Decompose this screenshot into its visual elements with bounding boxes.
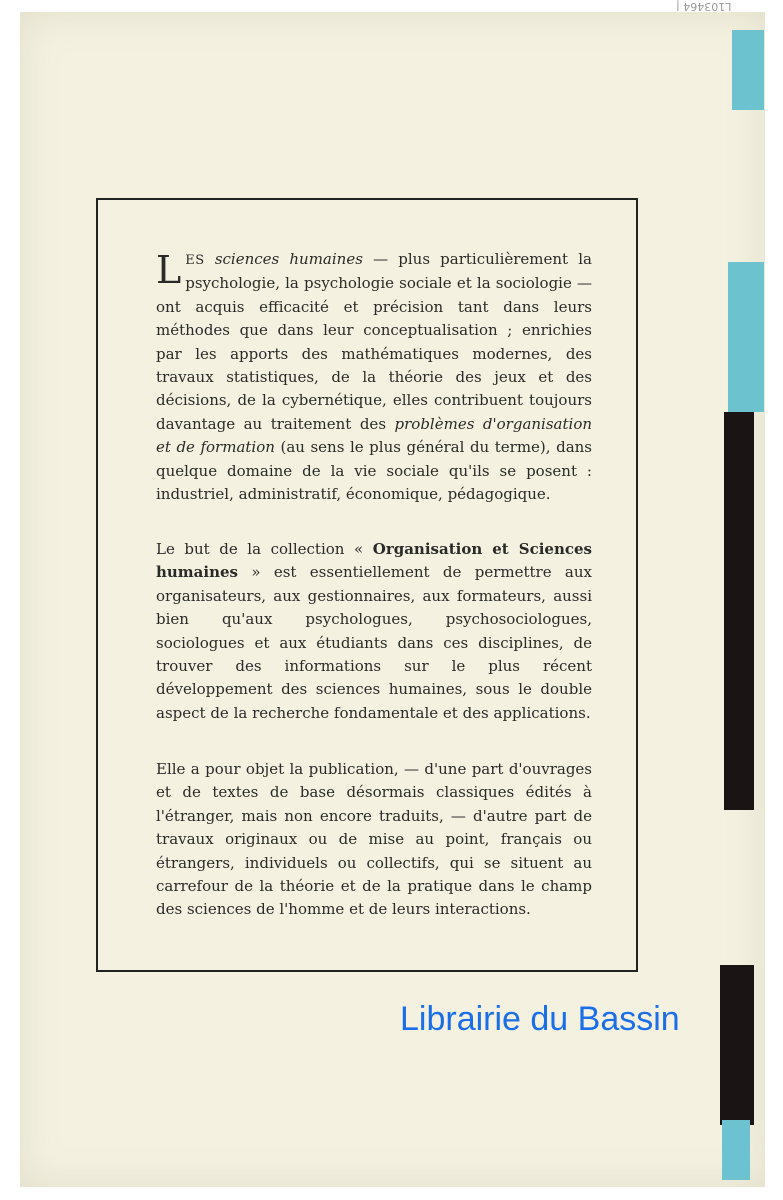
emphasis-problemes: problèmes d'organisation et de formation xyxy=(156,414,593,457)
emphasis-sciences: sciences humaines xyxy=(214,250,363,268)
paragraph-3-text: Elle a pour objet la publication, — d'une part d'ouvrages et de textes de base désormais classiques édités à l'étranger, mais non encore traduits, — d'autre part de travaux originaux ou de mise au point, français ou étrangers, individuels ou collectifs, qui se situent au carrefour de la théorie et de la pratique dans le champ des sciences de l'homme et de leurs interactions. xyxy=(156,760,592,919)
paragraph-3 xyxy=(156,758,592,922)
spine-edge-teal xyxy=(722,1120,750,1180)
paragraph-1 xyxy=(156,248,592,506)
paragraph-1-text-b: (au sens le plus général du terme), dans quelque domaine de la vie sociale qu'ils se posent : industriel, administratif, économique, pédagogique. xyxy=(156,438,593,504)
spine-edge-teal xyxy=(728,262,764,412)
spine-edge-black xyxy=(720,965,754,1125)
paragraph-1-text-a: — plus particulièrement la psychologie, la psychologie sociale et la sociologie — ont acquis efficacité et précision tant dans leurs méthodes que dans leur conceptualisation ; enrichies par les apports des mathématiques modernes, des travaux statistiques, de la théorie des jeux et des décisions, de la cybernétique, elles contribuent toujours davantage au traitement des xyxy=(156,250,592,433)
corner-code: L103464 | xyxy=(676,0,732,13)
paragraph-2 xyxy=(156,538,592,725)
collection-name: Organisation et Sciences humaines xyxy=(156,540,592,582)
watermark: Librairie du Bassin xyxy=(400,1000,680,1038)
paragraph-2-text-b: » est essentiellement de permettre aux organisateurs, aux gestionnaires, aux formateurs, aussi bien qu'aux psychologues, psychosociologues, sociologues et aux étudiants dans ces disciplines, de trouver des informations sur le plus récent développement des sciences humaines, sous le double aspect de la recherche fondamentale et des applications. xyxy=(156,563,592,722)
spine-edge-black xyxy=(724,412,754,810)
spine-edge-teal xyxy=(732,30,764,110)
dropcap: L xyxy=(156,248,182,292)
paragraph-2-text-a: Le but de la collection « xyxy=(156,540,373,558)
lead-caps: ES xyxy=(185,253,205,268)
